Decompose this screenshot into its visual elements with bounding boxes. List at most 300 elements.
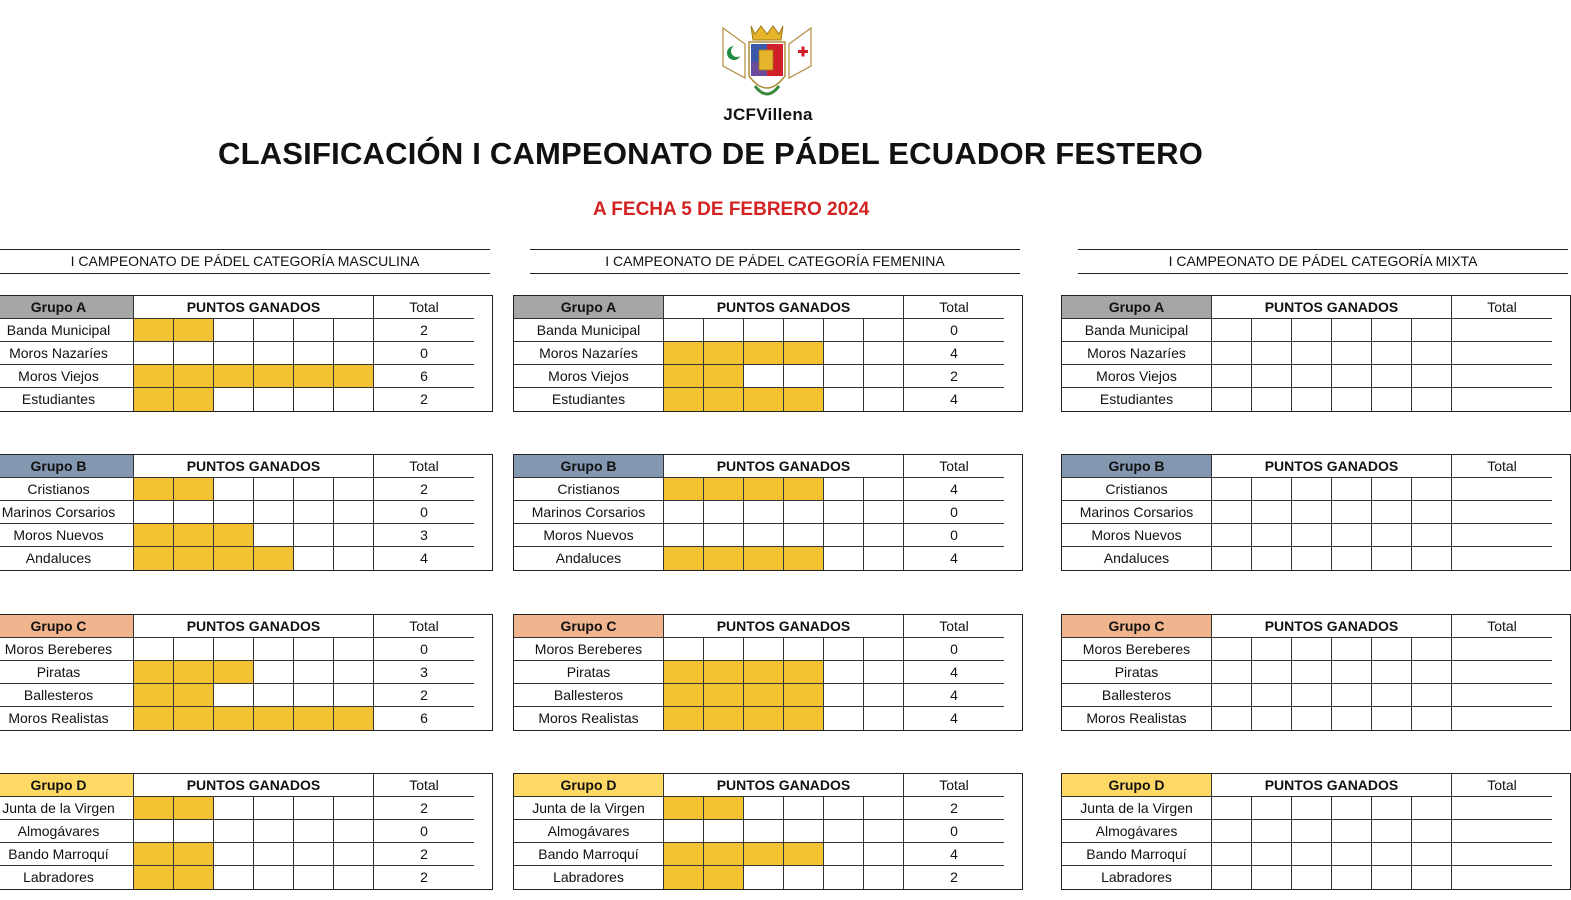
point-square bbox=[664, 638, 704, 661]
team-total: 4 bbox=[420, 550, 428, 566]
puntos-header: PUNTOS GANADOS bbox=[1212, 774, 1452, 797]
point-square bbox=[784, 707, 824, 730]
point-square bbox=[1412, 684, 1452, 707]
point-square bbox=[1212, 707, 1252, 730]
team-total: 4 bbox=[904, 478, 1004, 501]
point-square bbox=[664, 661, 704, 684]
point-square bbox=[1412, 501, 1452, 524]
puntos-header: PUNTOS GANADOS bbox=[664, 296, 904, 319]
point-square bbox=[744, 365, 784, 388]
team-total: 2 bbox=[374, 843, 474, 866]
point-square bbox=[174, 866, 214, 889]
point-square bbox=[1332, 547, 1372, 570]
team-total bbox=[1452, 388, 1552, 411]
group-name: Grupo C bbox=[1062, 615, 1212, 638]
point-square bbox=[294, 342, 334, 365]
point-square bbox=[334, 501, 374, 524]
team-total bbox=[1452, 638, 1552, 661]
point-square bbox=[334, 866, 374, 889]
point-square bbox=[1412, 365, 1452, 388]
point-square bbox=[214, 820, 254, 843]
point-square bbox=[1212, 797, 1252, 820]
team-name: Ballesteros bbox=[514, 684, 664, 707]
jcfvillena-crest-logo bbox=[715, 16, 819, 108]
point-square bbox=[214, 388, 254, 411]
point-square bbox=[744, 547, 784, 570]
point-square bbox=[744, 342, 784, 365]
point-square bbox=[1372, 524, 1412, 547]
point-square bbox=[214, 638, 254, 661]
point-square bbox=[1332, 388, 1372, 411]
point-square bbox=[134, 319, 174, 342]
point-square bbox=[864, 661, 904, 684]
point-square bbox=[254, 843, 294, 866]
point-square bbox=[704, 388, 744, 411]
puntos-header: PUNTOS GANADOS bbox=[664, 615, 904, 638]
point-square bbox=[704, 547, 744, 570]
point-square bbox=[134, 342, 174, 365]
point-square bbox=[334, 478, 374, 501]
total-header: Total bbox=[1452, 774, 1552, 797]
team-name: Piratas bbox=[0, 661, 134, 684]
team-name: Estudiantes bbox=[514, 388, 664, 411]
point-square bbox=[334, 843, 374, 866]
point-square bbox=[1372, 342, 1412, 365]
team-total bbox=[1452, 524, 1552, 547]
logo-text: JCFVillena bbox=[723, 105, 813, 124]
point-square bbox=[824, 388, 864, 411]
point-square bbox=[174, 638, 214, 661]
point-square bbox=[334, 820, 374, 843]
team-total: 0 bbox=[904, 638, 1004, 661]
team-total: 6 bbox=[374, 365, 474, 388]
point-square bbox=[1212, 820, 1252, 843]
group-name: Grupo D bbox=[1062, 774, 1212, 797]
point-square bbox=[214, 365, 254, 388]
point-square bbox=[254, 319, 294, 342]
point-square bbox=[1372, 319, 1412, 342]
point-square bbox=[744, 388, 784, 411]
team-name: Almogávares bbox=[514, 820, 664, 843]
team-name: Marinos Corsarios bbox=[514, 501, 664, 524]
point-square bbox=[174, 707, 214, 730]
team-total bbox=[1452, 707, 1552, 730]
point-square bbox=[134, 684, 174, 707]
point-square bbox=[824, 478, 864, 501]
point-square bbox=[1372, 797, 1412, 820]
group-table bbox=[1061, 773, 1571, 890]
point-square bbox=[1412, 319, 1452, 342]
point-square bbox=[704, 524, 744, 547]
point-square bbox=[1412, 797, 1452, 820]
point-square bbox=[1292, 707, 1332, 730]
point-square bbox=[744, 843, 784, 866]
point-square bbox=[864, 866, 904, 889]
point-square bbox=[784, 547, 824, 570]
point-square bbox=[1212, 661, 1252, 684]
point-square bbox=[1332, 478, 1372, 501]
team-name: Almogávares bbox=[0, 820, 134, 843]
point-square bbox=[1412, 707, 1452, 730]
team-total: 2 bbox=[904, 365, 1004, 388]
point-square bbox=[864, 638, 904, 661]
point-square bbox=[254, 478, 294, 501]
puntos-header: PUNTOS GANADOS bbox=[1212, 296, 1452, 319]
team-total: 4 bbox=[950, 550, 958, 566]
category-title: I CAMPEONATO DE PÁDEL CATEGORÍA MIXTA bbox=[1078, 249, 1568, 274]
point-square bbox=[1212, 388, 1252, 411]
point-square bbox=[664, 684, 704, 707]
point-square bbox=[864, 478, 904, 501]
puntos-header: PUNTOS GANADOS bbox=[664, 455, 904, 478]
point-square bbox=[294, 661, 334, 684]
puntos-header: PUNTOS GANADOS bbox=[134, 615, 374, 638]
point-square bbox=[824, 524, 864, 547]
team-total: 2 bbox=[904, 797, 1004, 820]
point-square bbox=[784, 342, 824, 365]
team-name: Ballesteros bbox=[1062, 684, 1212, 707]
team-total: 4 bbox=[904, 661, 1004, 684]
point-square bbox=[744, 866, 784, 889]
group-name: Grupo D bbox=[0, 774, 134, 797]
team-total: 4 bbox=[904, 843, 1004, 866]
point-square bbox=[1332, 661, 1372, 684]
team-name: Bando Marroquí bbox=[1062, 843, 1212, 866]
point-square bbox=[294, 843, 334, 866]
point-square bbox=[214, 843, 254, 866]
team-name: Cristianos bbox=[514, 478, 664, 501]
team-name: Moros Bereberes bbox=[0, 638, 134, 661]
point-square bbox=[1212, 478, 1252, 501]
team-name: Moros Viejos bbox=[1062, 365, 1212, 388]
team-name: Ballesteros bbox=[0, 684, 134, 707]
point-square bbox=[664, 478, 704, 501]
point-square bbox=[174, 820, 214, 843]
point-square bbox=[1332, 365, 1372, 388]
team-total: 0 bbox=[904, 820, 1004, 843]
point-square bbox=[254, 661, 294, 684]
point-square bbox=[704, 843, 744, 866]
total-header: Total bbox=[1452, 455, 1552, 478]
puntos-header: PUNTOS GANADOS bbox=[1212, 615, 1452, 638]
team-name: Cristianos bbox=[1062, 478, 1212, 501]
point-square bbox=[334, 707, 374, 730]
team-name: Marinos Corsarios bbox=[1062, 501, 1212, 524]
point-square bbox=[1332, 638, 1372, 661]
point-square bbox=[824, 843, 864, 866]
point-square bbox=[704, 501, 744, 524]
team-total: 4 bbox=[950, 710, 958, 726]
team-total bbox=[1452, 342, 1552, 365]
group-table bbox=[1061, 454, 1571, 571]
point-square bbox=[1372, 661, 1412, 684]
point-square bbox=[1292, 866, 1332, 889]
point-square bbox=[784, 843, 824, 866]
total-header: Total bbox=[904, 615, 1004, 638]
point-square bbox=[1252, 661, 1292, 684]
team-total: 0 bbox=[904, 319, 1004, 342]
point-square bbox=[784, 797, 824, 820]
point-square bbox=[1412, 820, 1452, 843]
team-total bbox=[1452, 820, 1552, 843]
team-name: Marinos Corsarios bbox=[0, 501, 134, 524]
point-square bbox=[704, 866, 744, 889]
point-square bbox=[1412, 547, 1452, 570]
team-total: 0 bbox=[904, 524, 1004, 547]
point-square bbox=[174, 684, 214, 707]
point-square bbox=[1332, 524, 1372, 547]
team-name: Labradores bbox=[1062, 866, 1212, 889]
point-square bbox=[134, 547, 174, 570]
point-square bbox=[1372, 866, 1412, 889]
point-square bbox=[254, 866, 294, 889]
point-square bbox=[784, 388, 824, 411]
point-square bbox=[704, 684, 744, 707]
point-square bbox=[1252, 707, 1292, 730]
point-square bbox=[824, 707, 864, 730]
point-square bbox=[214, 866, 254, 889]
group-table bbox=[1061, 614, 1571, 731]
point-square bbox=[134, 501, 174, 524]
point-square bbox=[1212, 342, 1252, 365]
point-square bbox=[864, 547, 904, 570]
total-header: Total bbox=[1452, 615, 1552, 638]
point-square bbox=[1292, 661, 1332, 684]
point-square bbox=[864, 365, 904, 388]
point-square bbox=[864, 684, 904, 707]
point-square bbox=[294, 866, 334, 889]
team-name: Labradores bbox=[514, 866, 664, 889]
point-square bbox=[254, 797, 294, 820]
point-square bbox=[174, 365, 214, 388]
team-name: Moros Nuevos bbox=[0, 524, 134, 547]
point-square bbox=[1332, 866, 1372, 889]
team-name: Moros Realistas bbox=[0, 707, 134, 730]
team-total: 2 bbox=[950, 869, 958, 885]
team-name: Moros Realistas bbox=[1062, 707, 1212, 730]
team-total: 0 bbox=[374, 342, 474, 365]
point-square bbox=[824, 661, 864, 684]
point-square bbox=[824, 319, 864, 342]
point-square bbox=[744, 707, 784, 730]
point-square bbox=[824, 638, 864, 661]
point-square bbox=[784, 478, 824, 501]
team-name: Cristianos bbox=[0, 478, 134, 501]
point-square bbox=[134, 524, 174, 547]
puntos-header: PUNTOS GANADOS bbox=[664, 774, 904, 797]
team-name: Almogávares bbox=[1062, 820, 1212, 843]
point-square bbox=[1212, 638, 1252, 661]
point-square bbox=[704, 365, 744, 388]
point-square bbox=[174, 843, 214, 866]
point-square bbox=[1252, 684, 1292, 707]
puntos-header: PUNTOS GANADOS bbox=[134, 455, 374, 478]
point-square bbox=[334, 319, 374, 342]
point-square bbox=[744, 638, 784, 661]
team-total: 0 bbox=[374, 501, 474, 524]
point-square bbox=[784, 661, 824, 684]
point-square bbox=[134, 638, 174, 661]
point-square bbox=[784, 820, 824, 843]
point-square bbox=[254, 684, 294, 707]
team-name: Andaluces bbox=[0, 547, 134, 570]
team-total bbox=[1452, 547, 1552, 570]
point-square bbox=[214, 547, 254, 570]
category-title: I CAMPEONATO DE PÁDEL CATEGORÍA FEMENINA bbox=[530, 249, 1020, 274]
point-square bbox=[664, 319, 704, 342]
group-name: Grupo B bbox=[514, 455, 664, 478]
group-table bbox=[0, 454, 493, 571]
point-square bbox=[664, 547, 704, 570]
point-square bbox=[174, 342, 214, 365]
point-square bbox=[294, 684, 334, 707]
point-square bbox=[1212, 866, 1252, 889]
total-header: Total bbox=[904, 296, 1004, 319]
team-name: Banda Municipal bbox=[514, 319, 664, 342]
point-square bbox=[334, 547, 374, 570]
point-square bbox=[864, 342, 904, 365]
point-square bbox=[1332, 707, 1372, 730]
point-square bbox=[664, 388, 704, 411]
point-square bbox=[134, 843, 174, 866]
point-square bbox=[254, 707, 294, 730]
point-square bbox=[1372, 707, 1412, 730]
point-square bbox=[214, 524, 254, 547]
point-square bbox=[864, 843, 904, 866]
point-square bbox=[1332, 342, 1372, 365]
point-square bbox=[214, 661, 254, 684]
point-square bbox=[824, 547, 864, 570]
point-square bbox=[1332, 684, 1372, 707]
point-square bbox=[174, 524, 214, 547]
point-square bbox=[294, 365, 334, 388]
point-square bbox=[704, 342, 744, 365]
point-square bbox=[1292, 684, 1332, 707]
point-square bbox=[1292, 524, 1332, 547]
point-square bbox=[134, 707, 174, 730]
point-square bbox=[214, 319, 254, 342]
point-square bbox=[1292, 638, 1332, 661]
point-square bbox=[254, 342, 294, 365]
point-square bbox=[254, 547, 294, 570]
point-square bbox=[1372, 365, 1412, 388]
point-square bbox=[1412, 843, 1452, 866]
point-square bbox=[704, 820, 744, 843]
team-total: 0 bbox=[374, 820, 474, 843]
team-name: Moros Bereberes bbox=[514, 638, 664, 661]
point-square bbox=[1412, 661, 1452, 684]
team-total: 2 bbox=[374, 319, 474, 342]
point-square bbox=[744, 661, 784, 684]
group-name: Grupo B bbox=[1062, 455, 1212, 478]
point-square bbox=[294, 638, 334, 661]
point-square bbox=[1292, 797, 1332, 820]
team-name: Estudiantes bbox=[0, 388, 134, 411]
team-name: Moros Viejos bbox=[514, 365, 664, 388]
team-name: Andaluces bbox=[1062, 547, 1212, 570]
point-square bbox=[864, 707, 904, 730]
point-square bbox=[704, 707, 744, 730]
group-name: Grupo C bbox=[514, 615, 664, 638]
point-square bbox=[334, 524, 374, 547]
total-header: Total bbox=[374, 615, 474, 638]
point-square bbox=[294, 820, 334, 843]
group-table bbox=[0, 773, 493, 890]
point-square bbox=[1212, 547, 1252, 570]
team-total bbox=[1452, 797, 1552, 820]
team-total: 0 bbox=[374, 638, 474, 661]
point-square bbox=[664, 342, 704, 365]
point-square bbox=[864, 501, 904, 524]
point-square bbox=[1212, 684, 1252, 707]
point-square bbox=[664, 365, 704, 388]
total-header: Total bbox=[374, 455, 474, 478]
point-square bbox=[214, 684, 254, 707]
team-total bbox=[1452, 319, 1552, 342]
point-square bbox=[704, 638, 744, 661]
group-name: Grupo A bbox=[514, 296, 664, 319]
team-name: Bando Marroquí bbox=[514, 843, 664, 866]
point-square bbox=[334, 661, 374, 684]
point-square bbox=[1292, 365, 1332, 388]
point-square bbox=[1292, 547, 1332, 570]
total-header: Total bbox=[904, 455, 1004, 478]
point-square bbox=[1292, 319, 1332, 342]
point-square bbox=[174, 478, 214, 501]
team-name: Junta de la Virgen bbox=[0, 797, 134, 820]
point-square bbox=[1412, 388, 1452, 411]
point-square bbox=[1292, 501, 1332, 524]
group-name: Grupo A bbox=[0, 296, 134, 319]
point-square bbox=[214, 797, 254, 820]
group-table bbox=[0, 295, 493, 412]
team-total: 2 bbox=[374, 684, 474, 707]
point-square bbox=[1292, 342, 1332, 365]
point-square bbox=[214, 707, 254, 730]
team-total: 4 bbox=[950, 391, 958, 407]
group-name: Grupo A bbox=[1062, 296, 1212, 319]
point-square bbox=[784, 365, 824, 388]
group-table bbox=[513, 295, 1023, 412]
team-total: 2 bbox=[374, 478, 474, 501]
point-square bbox=[664, 843, 704, 866]
team-total bbox=[1452, 478, 1552, 501]
point-square bbox=[1372, 638, 1412, 661]
point-square bbox=[664, 866, 704, 889]
team-name: Moros Nuevos bbox=[1062, 524, 1212, 547]
point-square bbox=[744, 797, 784, 820]
group-table bbox=[0, 614, 493, 731]
point-square bbox=[784, 524, 824, 547]
point-square bbox=[254, 388, 294, 411]
point-square bbox=[664, 501, 704, 524]
team-total: 6 bbox=[420, 710, 428, 726]
team-total bbox=[1452, 661, 1552, 684]
category-title: I CAMPEONATO DE PÁDEL CATEGORÍA MASCULINA bbox=[0, 249, 490, 274]
point-square bbox=[664, 524, 704, 547]
team-total bbox=[1452, 866, 1552, 889]
point-square bbox=[1372, 478, 1412, 501]
point-square bbox=[1372, 684, 1412, 707]
team-name: Bando Marroquí bbox=[0, 843, 134, 866]
group-name: Grupo C bbox=[0, 615, 134, 638]
point-square bbox=[134, 388, 174, 411]
point-square bbox=[704, 478, 744, 501]
point-square bbox=[254, 365, 294, 388]
point-square bbox=[704, 797, 744, 820]
point-square bbox=[824, 820, 864, 843]
point-square bbox=[174, 547, 214, 570]
